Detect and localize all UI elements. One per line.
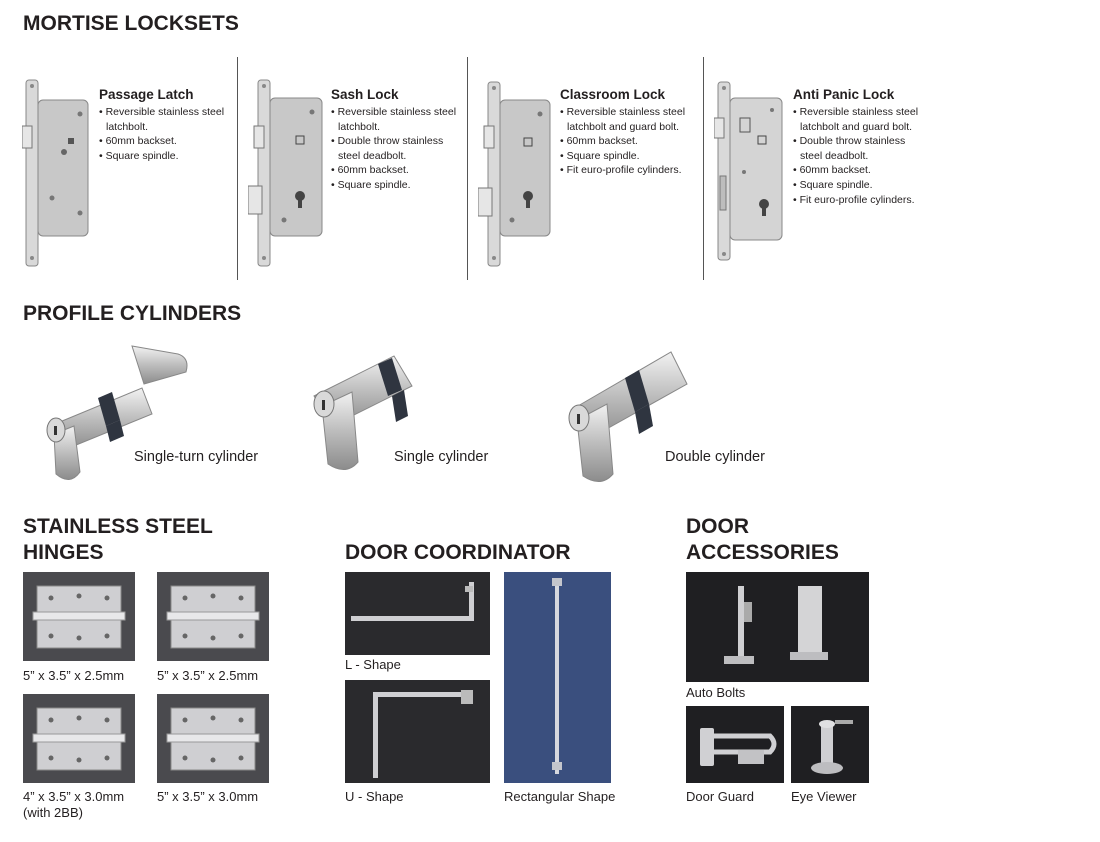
eye-viewer-image	[791, 706, 869, 783]
coordinator-caption: L - Shape	[345, 657, 401, 672]
hinge-caption: 5” x 3.5” x 2.5mm	[157, 668, 259, 683]
lock-description-passage-latch	[99, 87, 234, 163]
section-title-accessories: DOOR ACCESSORIES	[686, 515, 839, 564]
auto-bolts-image	[686, 572, 869, 682]
lock-description-classroom-lock	[560, 87, 695, 178]
section-title-hinges: STAINLESS STEEL HINGES	[23, 515, 213, 564]
hinge-size: 4” x 3.5” x 3.0mm	[23, 789, 125, 804]
feature-item: • Double throw stainless steel deadbolt.	[793, 134, 928, 163]
cylinder-caption: Single cylinder	[394, 449, 489, 465]
coordinator-caption: Rectangular Shape	[504, 789, 616, 804]
divider	[237, 57, 238, 280]
feature-item: • Reversible stainless steel latchbolt and guard bolt.	[793, 105, 928, 134]
coordinator-caption: U - Shape	[345, 789, 404, 804]
hinge-image	[23, 694, 135, 783]
feature-item: • Square spindle.	[793, 178, 928, 193]
lock-description-anti-panic-lock	[793, 87, 928, 207]
accessory-caption: Door Guard	[686, 789, 754, 804]
anti-panic-lock-image	[714, 80, 788, 262]
feature-item: • Square spindle.	[99, 149, 234, 164]
lock-description-sash-lock	[331, 87, 461, 193]
feature-item: • Reversible stainless steel latchbolt.	[99, 105, 234, 134]
lock-title: Anti Panic Lock	[793, 87, 895, 102]
passage-latch-image	[22, 78, 94, 268]
feature-item: • 60mm backset.	[560, 134, 695, 149]
feature-item: • Reversible stainless steel latchbolt and guard bolt.	[560, 105, 695, 134]
feature-item: • Square spindle.	[331, 178, 461, 193]
rectangular-shape-coordinator-image	[504, 572, 611, 783]
feature-item: • Square spindle.	[560, 149, 695, 164]
sash-lock-image	[248, 78, 328, 268]
hinge-image	[157, 572, 269, 661]
divider	[467, 57, 468, 280]
accessory-caption: Auto Bolts	[686, 685, 746, 700]
hinge-image	[157, 694, 269, 783]
divider	[703, 57, 704, 280]
feature-item: • Fit euro-profile cylinders.	[560, 163, 695, 178]
u-shape-coordinator-image	[345, 680, 490, 783]
feature-item: • 60mm backset.	[331, 163, 461, 178]
feature-item: • 60mm backset.	[99, 134, 234, 149]
classroom-lock-image	[478, 80, 556, 268]
hinge-caption: 5” x 3.5” x 2.5mm	[23, 668, 125, 683]
section-title-cylinders: PROFILE CYLINDERS	[23, 302, 242, 325]
hinge-caption: 5” x 3.5” x 3.0mm	[157, 789, 259, 804]
accessory-caption: Eye Viewer	[791, 789, 857, 804]
l-shape-coordinator-image	[345, 572, 490, 655]
feature-item: • Fit euro-profile cylinders.	[793, 193, 928, 208]
cylinder-caption: Single-turn cylinder	[134, 449, 259, 465]
cylinder-caption: Double cylinder	[665, 449, 765, 465]
lock-title: Classroom Lock	[560, 87, 666, 102]
feature-item: • Double throw stainless steel deadbolt.	[331, 134, 461, 163]
feature-item: • Reversible stainless steel latchbolt.	[331, 105, 461, 134]
hinge-caption	[23, 789, 124, 821]
section-title-mortise: MORTISE LOCKSETS	[23, 12, 239, 35]
door-guard-image	[686, 706, 784, 783]
lock-title: Sash Lock	[331, 87, 399, 102]
hinge-note: (with 2BB)	[23, 805, 83, 820]
hinge-image	[23, 572, 135, 661]
lock-title: Passage Latch	[99, 87, 194, 102]
section-title-coordinator: DOOR COORDINATOR	[345, 541, 571, 564]
feature-item: • 60mm backset.	[793, 163, 928, 178]
